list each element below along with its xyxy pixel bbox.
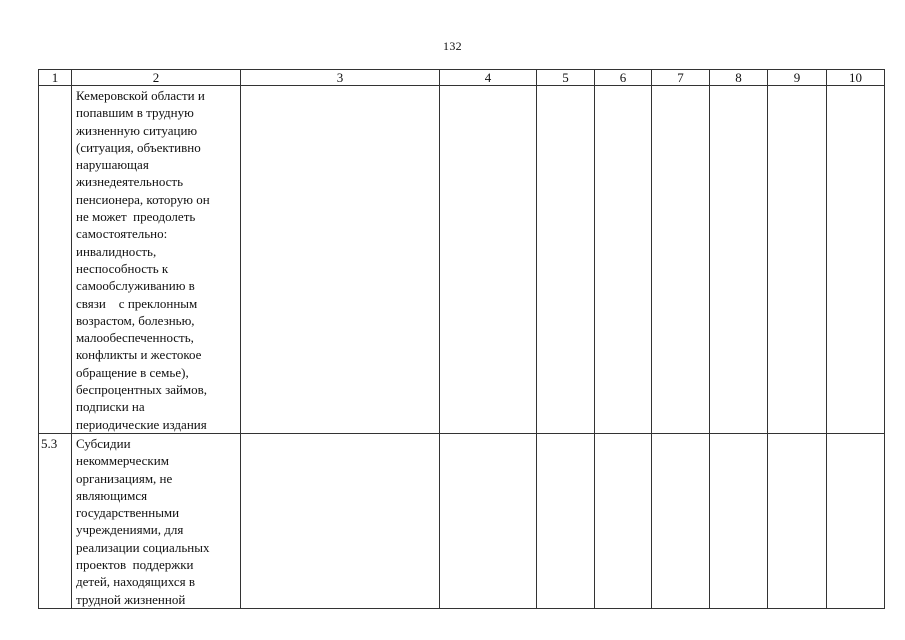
empty-cell [652,86,710,434]
empty-cell [440,86,537,434]
column-header-10: 10 [827,70,885,86]
table-row [39,434,885,609]
column-header-2: 2 [72,70,241,86]
row-number-cell [39,434,72,609]
table-row [39,86,885,434]
empty-cell [827,434,885,609]
row-description: Кемеровской области и попавшим в трудную жизненную ситуацию (ситуация, объективно нарушающая жизнедеятельность пенсионера, которую он не может преодолеть самостоятельно: инвалидность, неспособность к самообслуживанию в связи с преклонным возрастом, болезнью, малообеспеченность, конфликты и жестокое обращение в семье), беспроцентных займов, подписки на периодические издания [76,88,210,432]
row-description: Субсидии некоммерческим организациям, не являющимся государственными учреждениями, для реализации социальных проектов поддержки детей, находящихся в трудной жизненной [76,436,210,607]
column-header-7: 7 [652,70,710,86]
row-number [39,86,71,87]
empty-cell [827,86,885,434]
empty-cell [241,434,440,609]
column-header-row [39,70,885,86]
empty-cell [652,434,710,609]
column-header-8: 8 [710,70,768,86]
empty-cell [440,434,537,609]
row-number: 5.3 [41,436,58,451]
empty-cell [710,86,768,434]
column-header-9: 9 [768,70,827,86]
row-description-cell [72,434,241,609]
empty-cell [710,434,768,609]
empty-cell [595,434,652,609]
empty-cell [768,434,827,609]
empty-cell [537,434,595,609]
row-description-cell [72,86,241,434]
empty-cell [241,86,440,434]
column-header-3: 3 [241,70,440,86]
column-header-1: 1 [39,70,72,86]
empty-cell [537,86,595,434]
page-number: 132 [443,39,462,53]
row-number-cell [39,86,72,434]
data-table [38,69,885,609]
column-header-6: 6 [595,70,652,86]
column-header-5: 5 [537,70,595,86]
empty-cell [595,86,652,434]
empty-cell [768,86,827,434]
column-header-4: 4 [440,70,537,86]
